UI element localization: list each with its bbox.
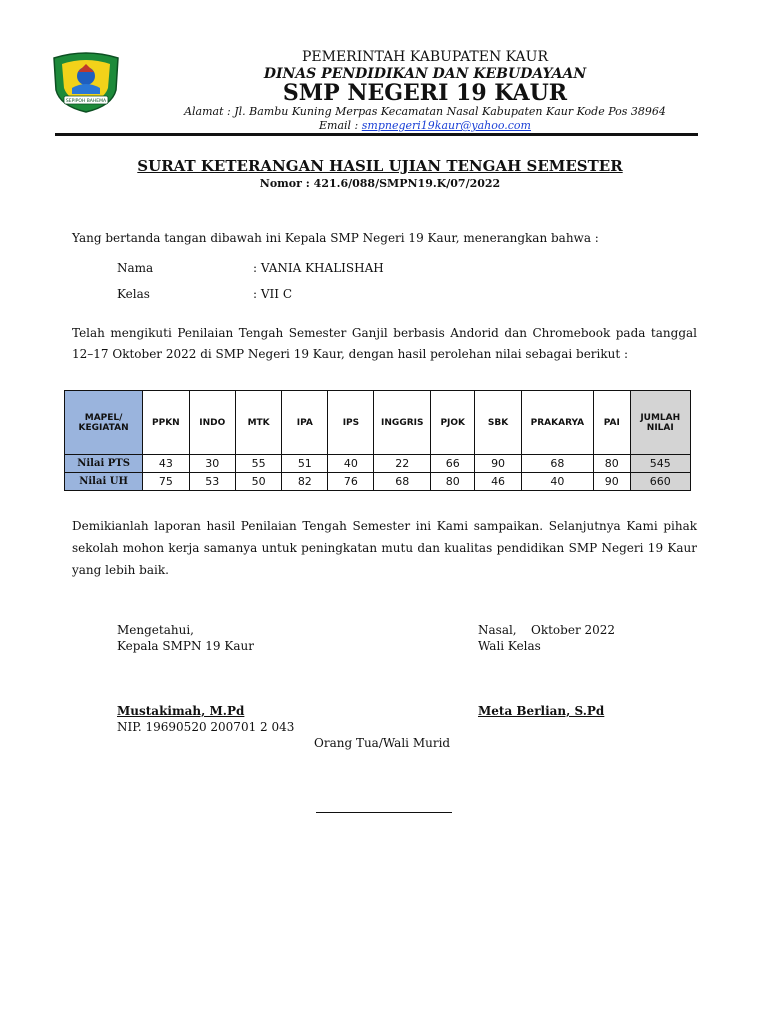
header-sbk: SBK bbox=[475, 391, 521, 455]
table-cell: 90 bbox=[475, 455, 521, 473]
intro-text: Yang bertanda tangan dibawah ini Kepala SMP Negeri 19 Kaur, menerangkan bahwa : bbox=[72, 231, 599, 245]
table-cell: 66 bbox=[431, 455, 475, 473]
header-mapel: MAPEL/ KEGIATAN bbox=[65, 391, 143, 455]
header-prakarya: PRAKARYA bbox=[521, 391, 593, 455]
total-cell: 545 bbox=[630, 455, 691, 473]
header-pjok: PJOK bbox=[431, 391, 475, 455]
name-value: : VANIA KHALISHAH bbox=[253, 261, 384, 275]
table-cell: 80 bbox=[594, 455, 630, 473]
header-indo: INDO bbox=[189, 391, 235, 455]
office-name: DINAS PENDIDIKAN DAN KEBUDAYAAN bbox=[263, 66, 587, 82]
table-cell: 76 bbox=[328, 473, 374, 491]
table-cell: 68 bbox=[521, 455, 593, 473]
school-name: SMP NEGERI 19 KAUR bbox=[282, 80, 568, 106]
gov-name: PEMERINTAH KABUPATEN KAUR bbox=[301, 49, 549, 65]
paragraph-exam-info: Telah mengikuti Penilaian Tengah Semester Ganjil berbasis Andorid dan Chromebook pada tanggal 12–17 Oktober 2022 di SMP Negeri 19 Kaur, dengan hasil perolehan nilai sebagai berikut : bbox=[72, 326, 697, 361]
table-cell: 46 bbox=[475, 473, 521, 491]
name-label: Nama bbox=[117, 261, 154, 275]
table-row bbox=[65, 455, 691, 473]
row-label: Nilai PTS bbox=[65, 455, 143, 473]
homeroom-name: Meta Berlian, S.Pd bbox=[478, 704, 605, 718]
table-cell: 51 bbox=[282, 455, 328, 473]
header-ips: IPS bbox=[328, 391, 374, 455]
table-cell: 43 bbox=[143, 455, 189, 473]
parent-title: Orang Tua/Wali Murid bbox=[314, 736, 451, 750]
sign-place: Nasal, bbox=[478, 623, 517, 637]
grades-header-row bbox=[65, 391, 691, 455]
letter-number: Nomor : 421.6/088/SMPN19.K/07/2022 bbox=[259, 177, 501, 190]
class-label: Kelas bbox=[117, 287, 150, 301]
paragraph-closing: Demikianlah laporan hasil Penilaian Tengah Semester ini Kami sampaikan. Selanjutnya Kami pihak sekolah mohon kerja samanya untuk peningkatan mutu dan kualitas pendidikan SMP Negeri 19 Kaur yang lebih baik. bbox=[72, 519, 697, 577]
table-cell: 53 bbox=[189, 473, 235, 491]
table-cell: 82 bbox=[282, 473, 328, 491]
table-cell: 50 bbox=[235, 473, 281, 491]
table-cell: 80 bbox=[431, 473, 475, 491]
school-address: Alamat : Jl. Bambu Kuning Merpas Kecamatan Nasal Kabupaten Kaur Kode Pos 38964 bbox=[184, 105, 666, 118]
header-jumlah: JUMLAH NILAI bbox=[630, 391, 691, 455]
table-cell: 55 bbox=[235, 455, 281, 473]
acknowledged-label: Mengetahui, bbox=[117, 623, 194, 637]
table-cell: 90 bbox=[594, 473, 630, 491]
svg-text:SEPIPOH BAHEMA: SEPIPOH BAHEMA bbox=[65, 99, 107, 104]
table-cell: 40 bbox=[328, 455, 374, 473]
parent-signature-line bbox=[316, 812, 452, 813]
header-mtk: MTK bbox=[235, 391, 281, 455]
district-logo bbox=[50, 50, 122, 114]
header-divider bbox=[55, 133, 698, 136]
row-label: Nilai UH bbox=[65, 473, 143, 491]
total-cell: 660 bbox=[630, 473, 691, 491]
sign-date: Oktober 2022 bbox=[531, 623, 616, 637]
header-ipa: IPA bbox=[282, 391, 328, 455]
grades-table bbox=[64, 390, 691, 491]
principal-nip: NIP. 19690520 200701 2 043 bbox=[117, 720, 295, 734]
table-row bbox=[65, 473, 691, 491]
table-cell: 22 bbox=[374, 455, 431, 473]
email-label: Email : bbox=[319, 119, 362, 132]
principal-name: Mustakimah, M.Pd bbox=[117, 704, 245, 718]
email-link[interactable]: smpnegeri19kaur@yahoo.com bbox=[361, 119, 531, 132]
header-ppkn: PPKN bbox=[143, 391, 189, 455]
table-cell: 40 bbox=[521, 473, 593, 491]
table-cell: 68 bbox=[374, 473, 431, 491]
table-cell: 75 bbox=[143, 473, 189, 491]
principal-title: Kepala SMPN 19 Kaur bbox=[117, 639, 254, 653]
header-pai: PAI bbox=[594, 391, 630, 455]
header-inggris: INGGRIS bbox=[374, 391, 431, 455]
homeroom-title: Wali Kelas bbox=[478, 639, 541, 653]
table-cell: 30 bbox=[189, 455, 235, 473]
school-email bbox=[130, 119, 720, 132]
letter-title: SURAT KETERANGAN HASIL UJIAN TENGAH SEMESTER bbox=[137, 157, 623, 175]
class-value: : VII C bbox=[253, 287, 292, 301]
